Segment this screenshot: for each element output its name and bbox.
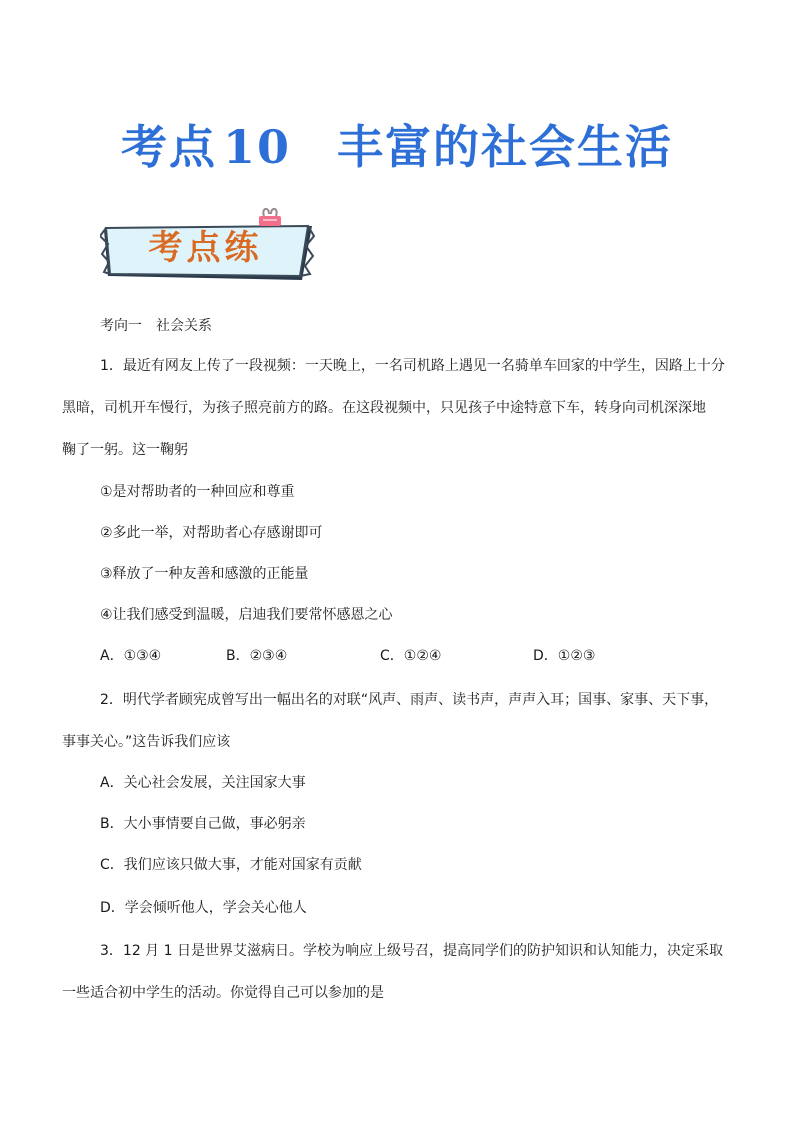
q1-statement-2: ②多此一举，对帮助者心存感谢即可 — [100, 525, 323, 541]
q2-option-a[interactable]: A．关心社会发展，关注国家大事 — [100, 775, 306, 791]
q1-option-a[interactable]: A．①③④ — [100, 648, 162, 664]
q1-statement-1: ①是对帮助者的一种回应和尊重 — [100, 484, 295, 500]
q1-statement-3: ③释放了一种友善和感激的正能量 — [100, 566, 309, 582]
q2-stem-line1: 2．明代学者顾宪成曾写出一幅出名的对联“风声、雨声、读书声，声声入耳；国事、家事、天下事， — [100, 692, 719, 708]
q3-stem-line1: 3．12 月 1 日是世界艾滋病日。学校为响应上级号召，提高同学们的防护知识和认知能力，决定采取 — [100, 943, 723, 959]
q2-option-d[interactable]: D．学会倾听他人，学会关心他人 — [100, 900, 307, 916]
title-part1: 考点 — [120, 120, 217, 174]
q2-option-b[interactable]: B．大小事情要自己做，事必躬亲 — [100, 816, 306, 832]
q1-stem-line2: 黑暗，司机开车慢行，为孩子照亮前方的路。在这段视频中，只见孩子中途特意下车，转身向司机深深地 — [62, 400, 706, 416]
badge-label: 考点练 — [148, 228, 263, 268]
title-number: 10 — [222, 120, 291, 174]
q1-option-d[interactable]: D．①②③ — [533, 648, 596, 664]
q1-statement-4: ④让我们感受到温暖，启迪我们要常怀感恩之心 — [100, 607, 393, 623]
q1-option-b[interactable]: B．②③④ — [226, 648, 288, 664]
section-badge — [100, 214, 316, 284]
q1-stem-line1: 1．最近有网友上传了一段视频：一天晚上，一名司机路上遇见一名骑单车回家的中学生，因路上十分 — [100, 358, 725, 374]
q1-stem-line3: 鞠了一躬。这一鞠躬 — [62, 442, 188, 458]
q2-stem-line2: 事事关心。”这告诉我们应该 — [62, 734, 231, 750]
page-title — [0, 112, 794, 182]
q1-option-c[interactable]: C．①②④ — [380, 648, 442, 664]
section-heading: 考向一 社会关系 — [100, 318, 212, 334]
title-part2: 丰富的社会生活 — [337, 120, 673, 174]
q3-stem-line2: 一些适合初中学生的活动。你觉得自己可以参加的是 — [62, 985, 384, 1001]
q2-option-c[interactable]: C．我们应该只做大事，才能对国家有贡献 — [100, 857, 362, 873]
